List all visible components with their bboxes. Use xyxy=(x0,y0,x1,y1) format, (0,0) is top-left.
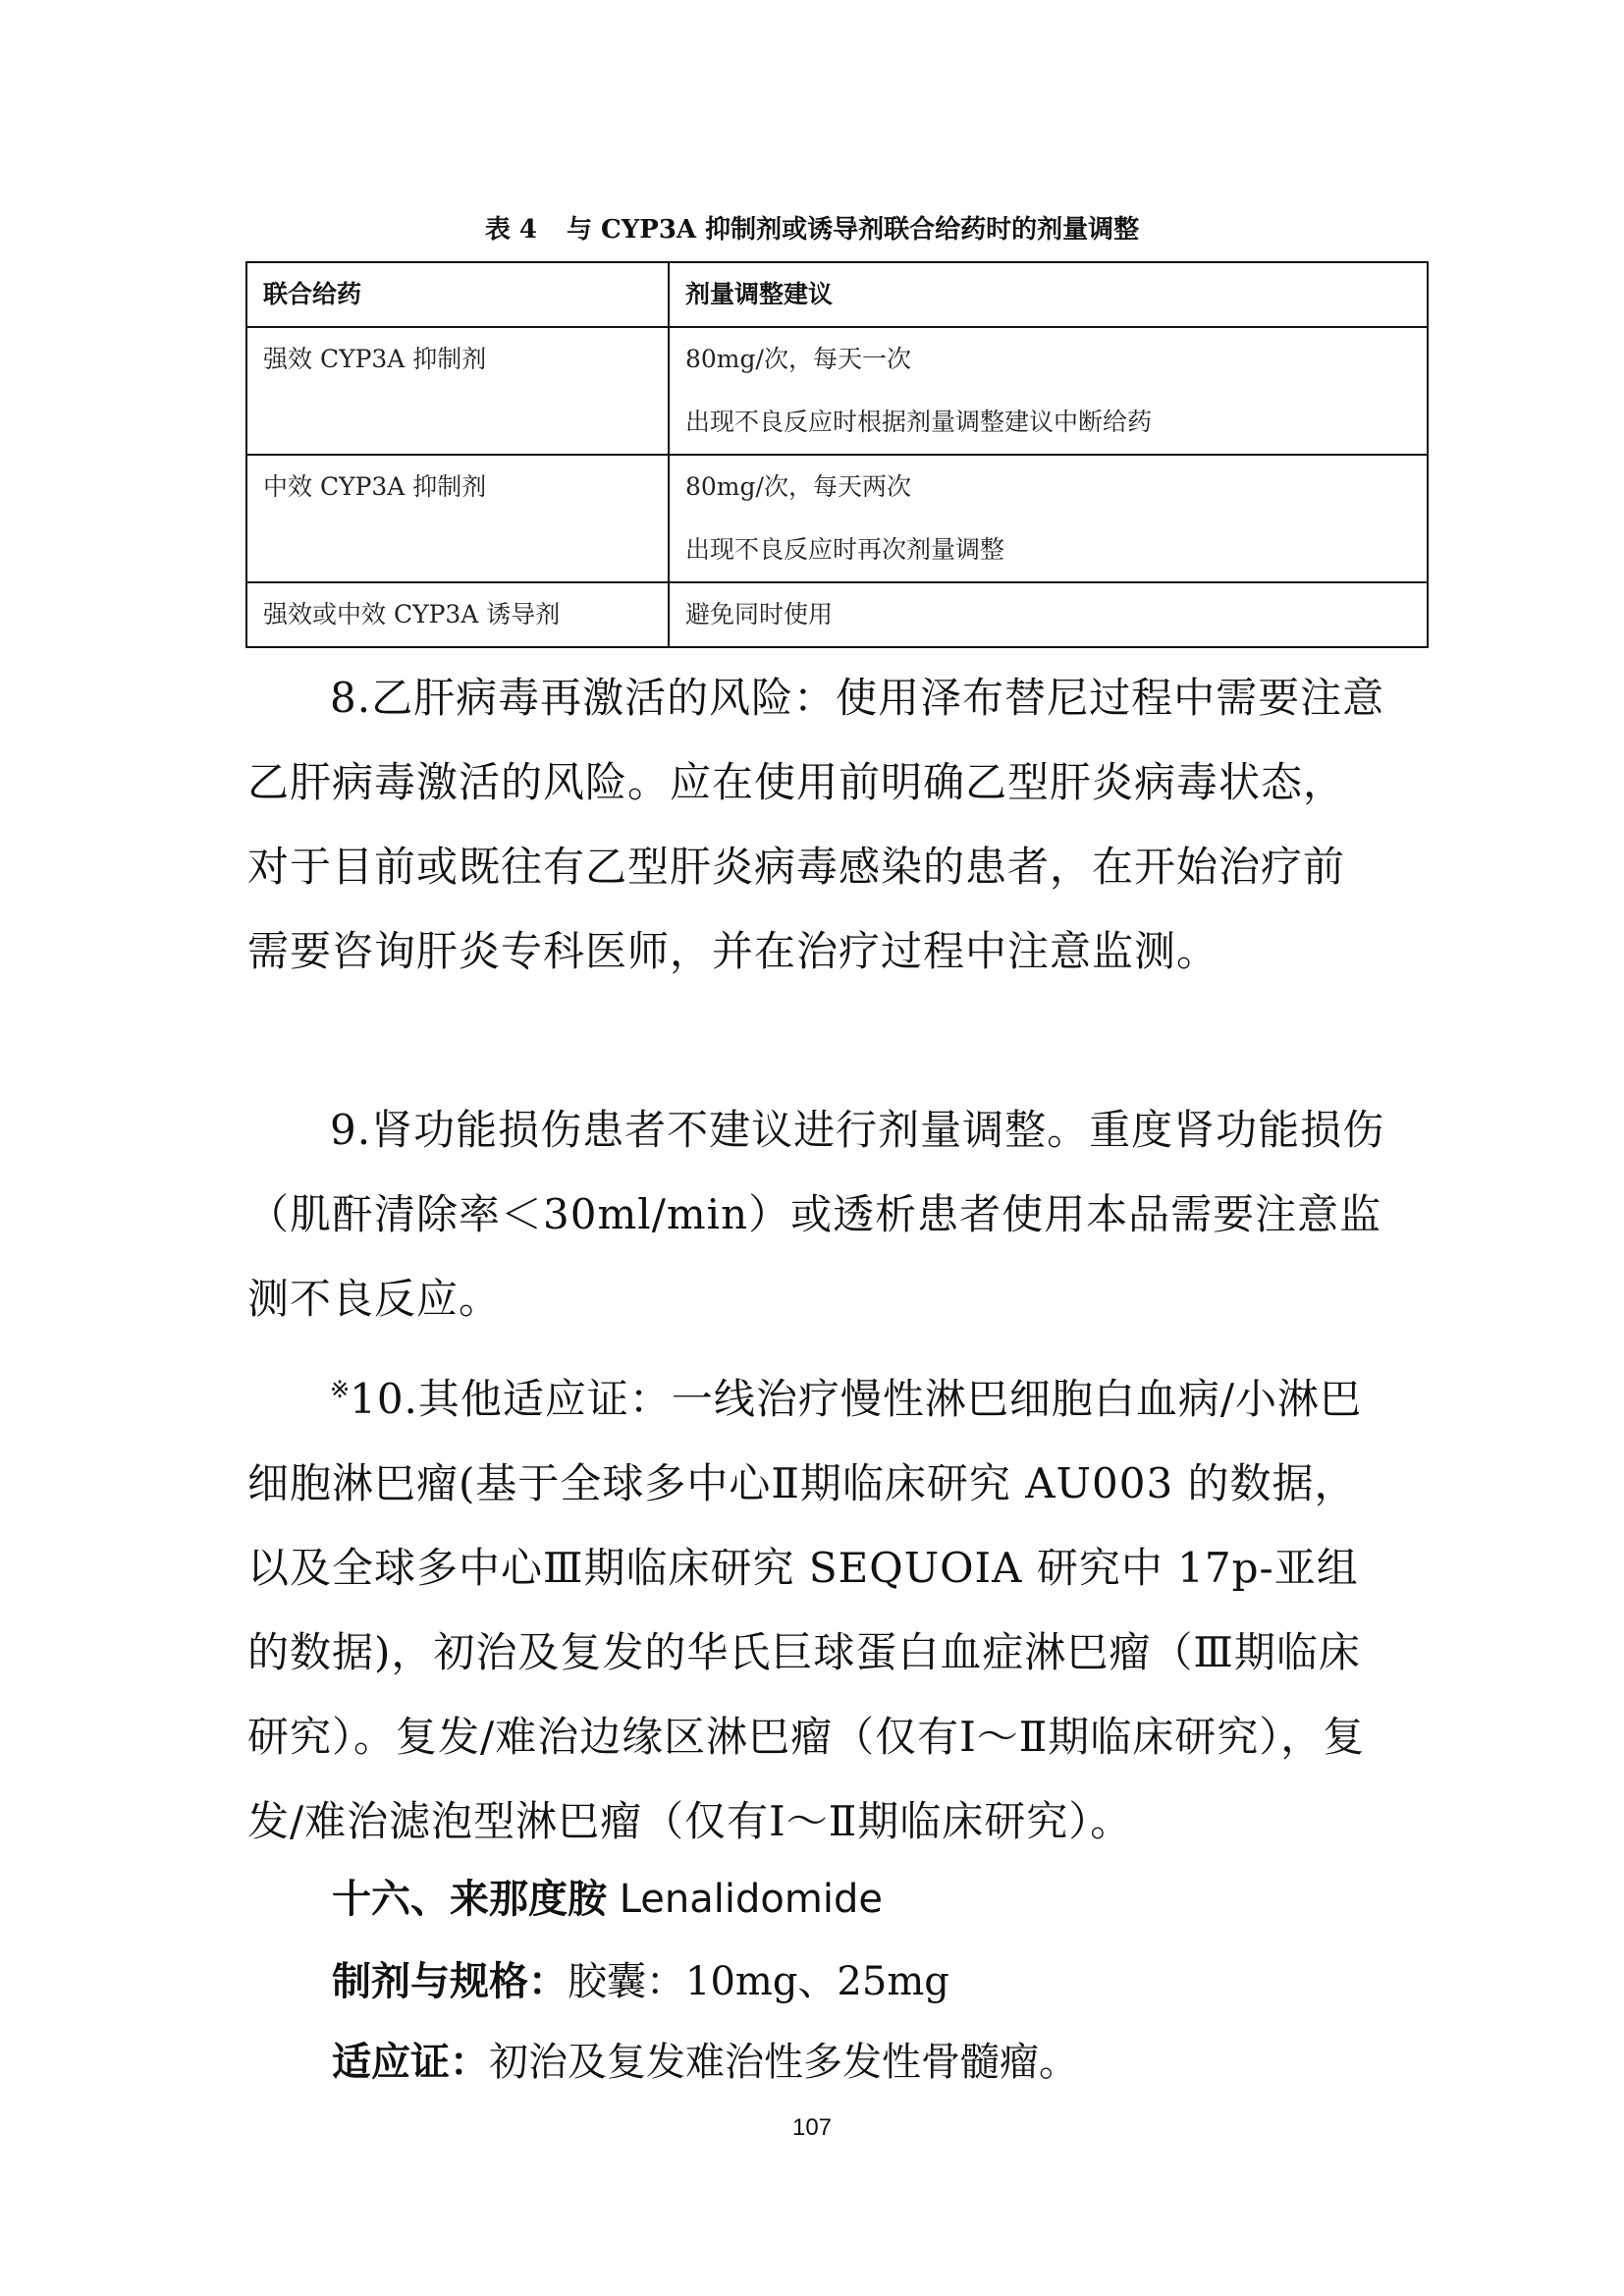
table-header-row xyxy=(246,262,1428,327)
section-title-cn: 十六、来那度胺 xyxy=(332,1877,607,1922)
formulation-label: 制剂与规格： xyxy=(332,1959,568,2004)
table-header-cell: 联合给药 xyxy=(246,262,669,327)
table-cell-drug: 中效 CYP3A 抑制剂 xyxy=(246,455,669,582)
table-caption-number: 表 4 xyxy=(484,215,537,245)
table-row xyxy=(246,582,1428,647)
paragraph-renal-impairment: 9.肾功能损伤患者不建议进行剂量调整。重度肾功能损伤（肌酐清除率＜30ml/min）或透析患者使用本品需要注意监测不良反应。 xyxy=(247,1106,1385,1323)
table-caption-title: 与 CYP3A 抑制剂或诱导剂联合给药时的剂量调整 xyxy=(566,215,1140,245)
table-header-cell: 剂量调整建议 xyxy=(669,262,1428,327)
advice-line: 80mg/次，每天一次 xyxy=(685,345,911,373)
dose-adjustment-table xyxy=(245,261,1429,648)
section-heading xyxy=(332,1870,883,1929)
advice-line: 80mg/次，每天两次 xyxy=(685,472,911,501)
table-cell-drug: 强效 CYP3A 抑制剂 xyxy=(246,327,669,455)
paragraph-other-indications xyxy=(247,1347,1386,1864)
advice-line: 避免同时使用 xyxy=(685,600,834,629)
table-cell-advice xyxy=(669,327,1428,455)
table-cell-drug: 强效或中效 CYP3A 诱导剂 xyxy=(246,582,669,647)
advice-line: 出现不良反应时再次剂量调整 xyxy=(685,535,1005,564)
advice-line: 出现不良反应时根据剂量调整建议中断给药 xyxy=(685,408,1153,436)
section-title-en: Lenalidomide xyxy=(619,1877,883,1922)
indication-line xyxy=(332,2033,1078,2092)
page-number: 107 xyxy=(791,2114,833,2141)
table-cell-advice xyxy=(669,455,1428,582)
table-row xyxy=(246,455,1428,582)
formulation-value: 胶囊：10mg、25mg xyxy=(568,1959,949,2004)
paragraph-other-indications-text: 10.其他适应证：一线治疗慢性淋巴细胞白血病/小淋巴细胞淋巴瘤(基于全球多中心Ⅱ期临床研究 AU003 的数据，以及全球多中心Ⅲ期临床研究 SEQUOIA 研究中 17p-亚组的数据)，初治及复发的华氏巨球蛋白血症淋巴瘤（Ⅲ期临床研究）。复发/难治边缘区淋巴瘤（仅有Ⅰ～Ⅱ期临床研究），复发/难治滤泡型淋巴瘤（仅有Ⅰ～Ⅱ期临床研究）。 xyxy=(247,1375,1366,1845)
indication-value: 初治及复发难治性多发性骨髓瘤。 xyxy=(489,2040,1078,2085)
formulation-line xyxy=(332,1952,949,2011)
note-mark: ※ xyxy=(330,1376,351,1403)
paragraph-hbv-reactivation: 8.乙肝病毒再激活的风险：使用泽布替尼过程中需要注意乙肝病毒激活的风险。应在使用前明确乙型肝炎病毒状态，对于目前或既往有乙型肝炎病毒感染的患者，在开始治疗前需要咨询肝炎专科医师，并在治疗过程中注意监测。 xyxy=(247,674,1385,975)
table-row xyxy=(246,327,1428,455)
table-cell-advice xyxy=(669,582,1428,647)
table-caption xyxy=(0,208,1624,251)
indication-label: 适应证： xyxy=(332,2040,489,2085)
